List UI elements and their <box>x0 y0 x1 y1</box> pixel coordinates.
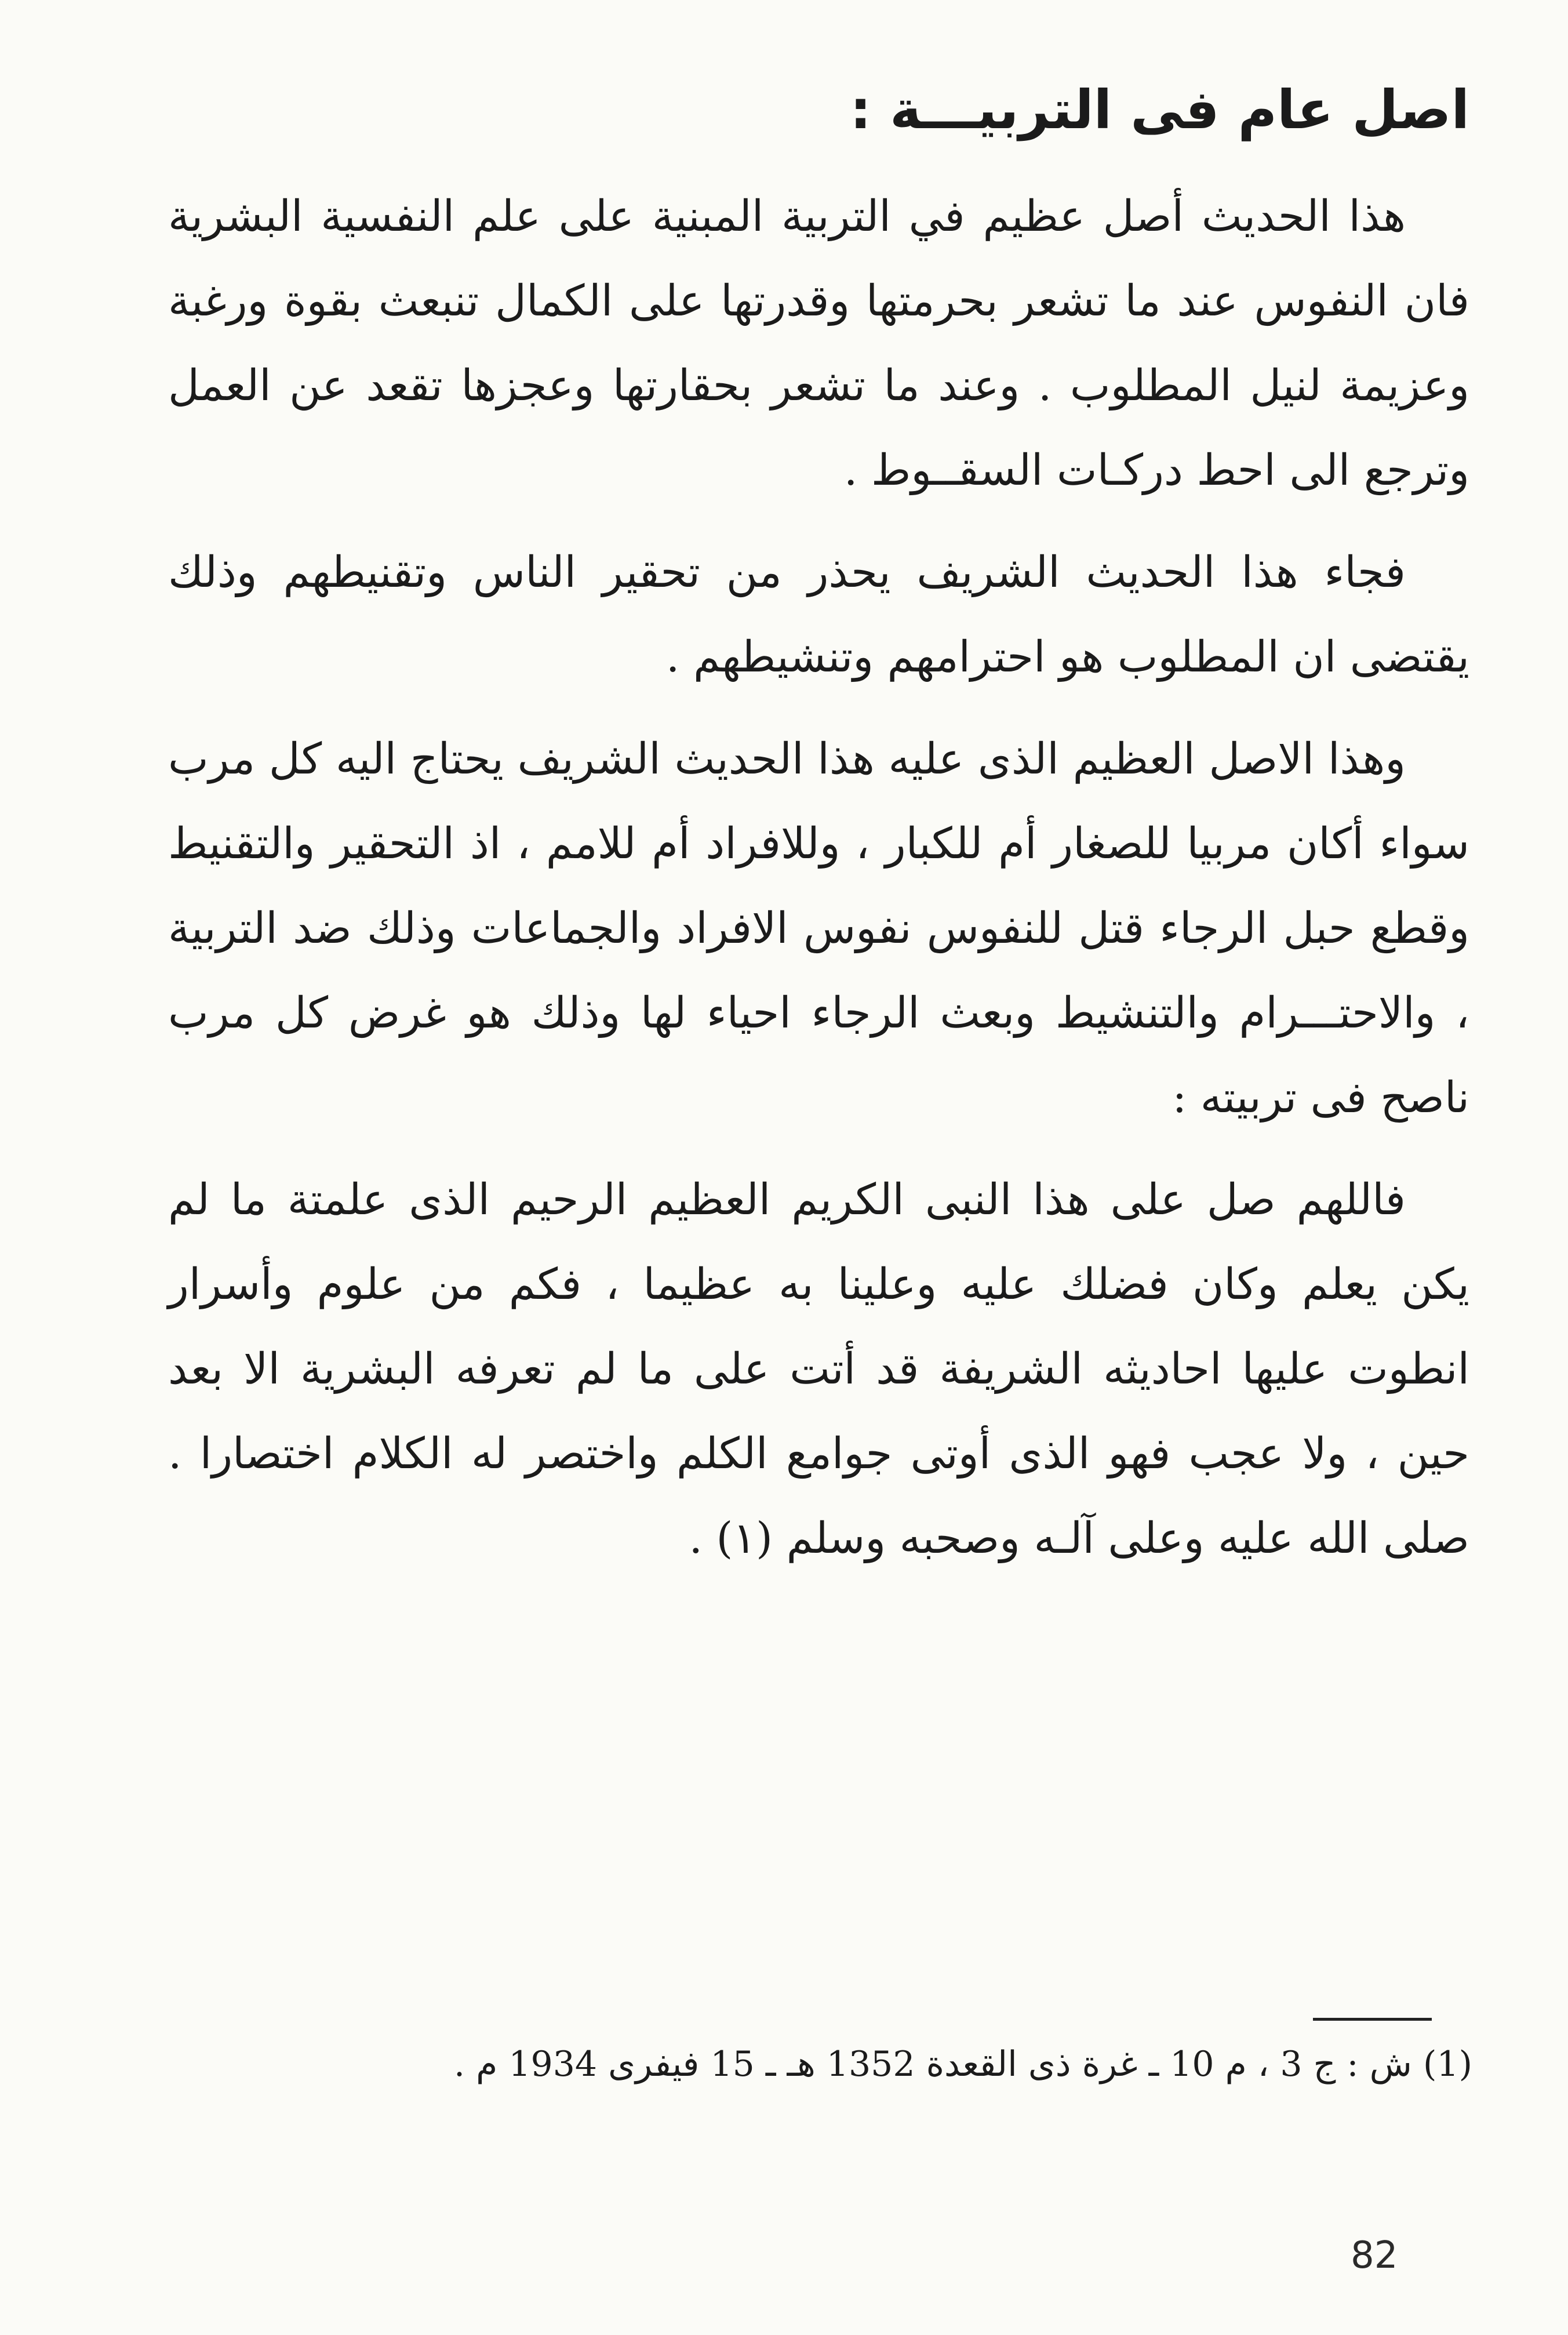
paragraph-2: فجاء هذا الحديث الشريف يحذر من تحقير الناس وتقنيطهم وذلك يقتضى ان المطلوب هو احترامهم وتنشيطهم . <box>168 547 1469 682</box>
page-number: 82 <box>1351 2234 1398 2277</box>
paragraph-3: وهذا الاصل العظيم الذى عليه هذا الحديث الشريف يحتاج اليه كل مرب سواء أكان مربيا للصغار أم للكبار ، وللافراد أم للامم ، اذ التحقير والتقنيط وقطع حبل الرجاء قتل للنفوس نفوس الافراد والجماعات وذلك ضد التربية ، والاحتـــرام والتنشيط وبعث الرجاء احياء لها وذلك هو غرض كل مرب ناصح فى تربيته : <box>168 734 1469 1123</box>
paragraph-1: هذا الحديث أصل عظيم في التربية المبنية على علم النفسية البشرية فان النفوس عند ما تشعر بحرمتها وقدرتها على الكمال تنبعث بقوة ورغبة وعزيمة لنيل المطلوب . وعند ما تشعر بحقارتها وعجزها تقعد عن العمل وترجع الى احط دركـات السقــوط . <box>168 191 1469 495</box>
footnote-divider <box>1313 2018 1432 2021</box>
footnote: (1) ش : ج 3 ، م 10 ـ غرة ذى القعدة 1352 هـ ـ 15 فيفرى 1934 م . <box>453 2044 1472 2085</box>
section-heading: اصل عام فى التربيـــة : <box>850 79 1469 141</box>
body-text <box>168 174 1469 1598</box>
paragraph-4: فاللهم صل على هذا النبى الكريم العظيم الرحيم الذى علمتة ما لم يكن يعلم وكان فضلك عليه وعلينا به عظيما ، فكم من علوم وأسرار انطوت عليها احاديثه الشريفة قد أتت على ما لم تعرفه البشرية الا بعد حين ، ولا عجب فهو الذى أوتى جوامع الكلم واختصر له الكلام اختصارا . صلى الله عليه وعلى آلـه وصحبه وسلم (١) . <box>168 1175 1469 1563</box>
